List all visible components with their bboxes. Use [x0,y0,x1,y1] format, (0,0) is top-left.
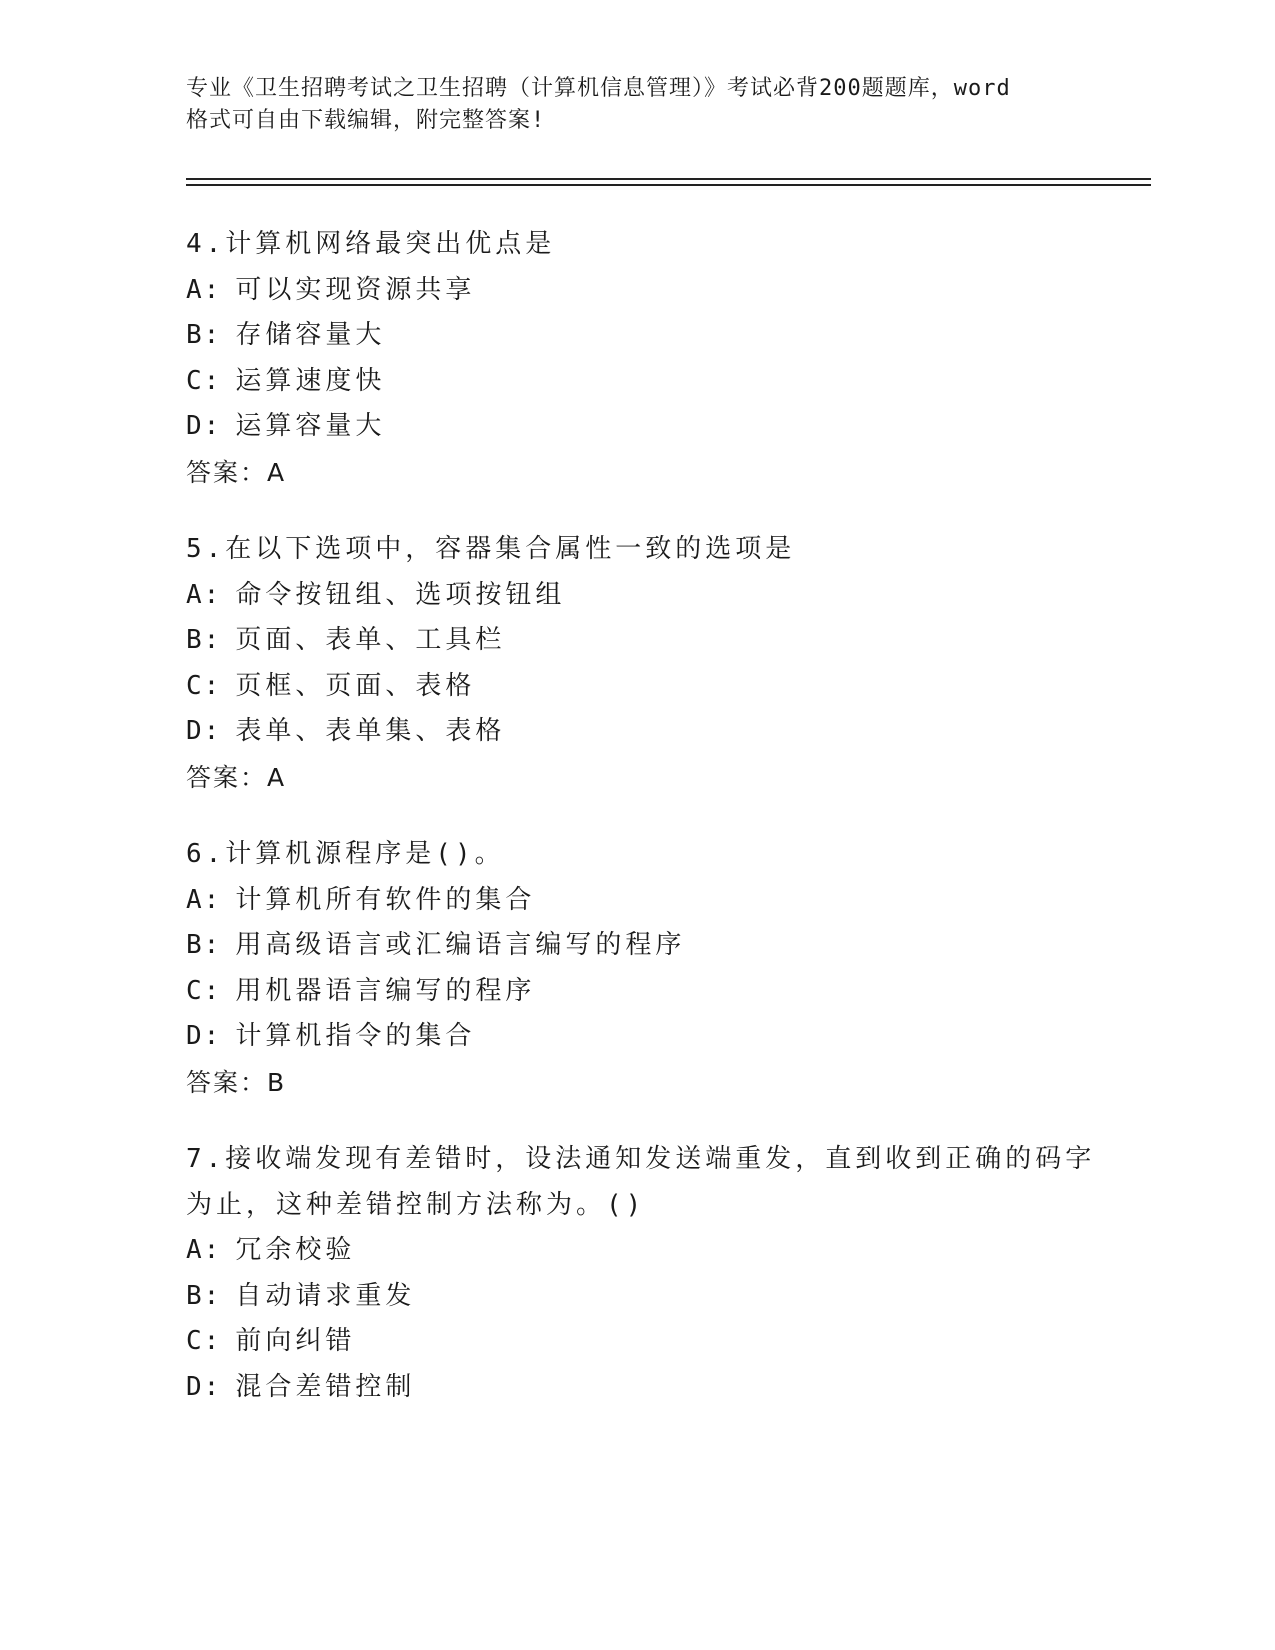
option-text: 前向纠错 [235,1326,356,1356]
option-letter: C: [186,365,222,396]
question-6 [186,832,1086,1105]
option-b [186,923,1086,969]
option-letter: D: [186,716,222,746]
option-letter: C: [186,1326,222,1356]
answer-label: 答案：B [186,1067,287,1097]
option-d [186,709,1086,755]
option-text: 冗余校验 [235,1235,356,1265]
option-letter: A: [186,884,222,915]
option-d [186,1365,1086,1411]
header-line-1: 专业《卫生招聘考试之卫生招聘（计算机信息管理）》考试必背200题题库，word [186,76,1011,101]
question-5 [186,527,1086,800]
option-letter: A: [186,274,222,305]
question-stem-line-2: 为止，这种差错控制方法称为。() [186,1189,646,1220]
option-text: 用机器语言编写的程序 [235,975,536,1006]
option-letter: B: [186,930,222,960]
question-7 [186,1137,1096,1410]
document-header [186,73,1086,137]
option-a [186,878,1086,924]
option-c [186,359,1086,405]
option-text: 表单、表单集、表格 [235,716,506,746]
option-a [186,573,1086,619]
option-d [186,1014,1086,1060]
option-text: 存储容量大 [235,320,386,350]
question-stem: 5.在以下选项中，容器集合属性一致的选项是 [186,534,796,564]
option-letter: D: [186,1371,222,1402]
answer-label: 答案：A [186,762,287,792]
option-letter: C: [186,670,222,701]
option-b [186,313,1086,359]
question-stem: 6.计算机源程序是()。 [186,839,505,869]
question-stem: 4.计算机网络最突出优点是 [186,229,556,259]
option-b [186,1274,1086,1320]
option-letter: A: [186,579,222,610]
option-text: 页框、页面、表格 [235,670,476,701]
answer-label: 答案：A [186,457,287,487]
option-letter: B: [186,1280,222,1311]
option-d [186,404,1086,450]
option-text: 混合差错控制 [235,1371,416,1402]
header-divider-top [186,178,1151,180]
option-c [186,969,1086,1015]
option-a [186,268,1086,314]
option-a [186,1228,1086,1274]
option-b [186,618,1086,664]
option-c [186,664,1086,710]
option-letter: D: [186,1021,222,1051]
header-line-2: 格式可自由下载编辑，附完整答案! [186,108,546,133]
option-text: 自动请求重发 [235,1280,416,1311]
option-text: 计算机指令的集合 [235,1021,476,1051]
option-letter: A: [186,1235,222,1265]
option-letter: B: [186,625,222,655]
option-text: 页面、表单、工具栏 [235,625,506,655]
option-text: 运算容量大 [235,411,386,441]
option-text: 可以实现资源共享 [235,274,476,305]
option-letter: C: [186,975,222,1006]
option-c [186,1319,1086,1365]
option-text: 计算机所有软件的集合 [235,884,536,915]
question-stem-line-1: 7.接收端发现有差错时，设法通知发送端重发，直到收到正确的码字 [186,1144,1096,1174]
option-letter: D: [186,411,222,441]
header-divider-bottom [186,184,1151,186]
option-text: 命令按钮组、选项按钮组 [235,579,566,610]
option-letter: B: [186,320,222,350]
question-4 [186,222,1086,495]
option-text: 运算速度快 [235,365,386,396]
option-text: 用高级语言或汇编语言编写的程序 [235,930,686,960]
